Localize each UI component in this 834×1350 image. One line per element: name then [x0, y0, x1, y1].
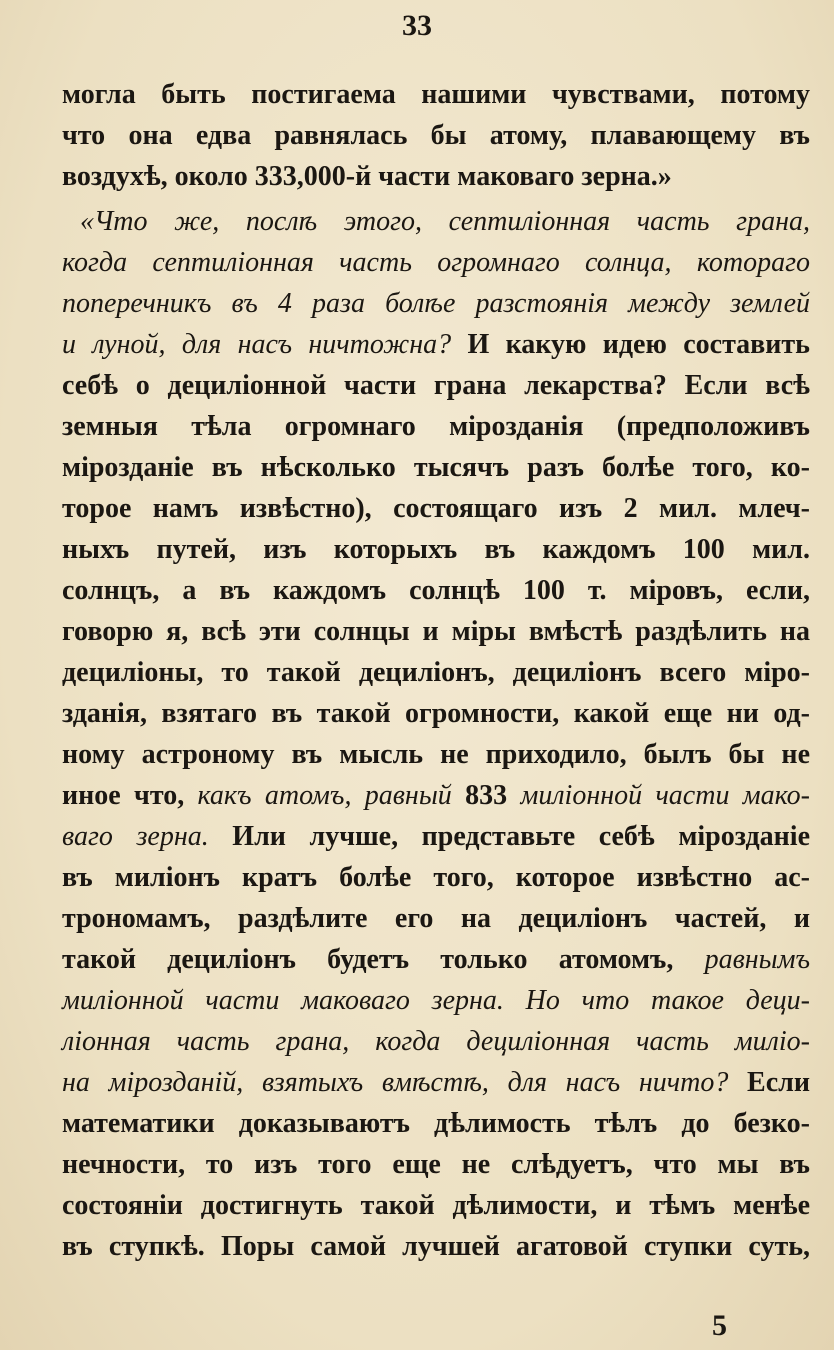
- text-run: такой дециліонъ будетъ только атомомъ,: [62, 944, 705, 975]
- text-run: торое намъ извѣстно), состоящаго изъ 2 мил. млеч-: [62, 493, 810, 524]
- text-run: въ миліонъ кратъ болѣе того, которое извѣстно ас-: [62, 862, 810, 893]
- text-line: [62, 779, 810, 820]
- text-line: [62, 1148, 810, 1189]
- text-run: ному астроному въ мысль не приходило, былъ бы не: [62, 739, 810, 770]
- italic-text: равнымъ: [704, 944, 810, 975]
- text-run: зданія, взятаго въ такой огромности, какой еще ни од-: [62, 698, 810, 729]
- signature-mark: 5: [712, 1309, 727, 1342]
- text-run: что она едва равнялась бы атому, плавающему въ: [62, 120, 810, 151]
- text-line: [62, 861, 810, 902]
- text-run: И какую идею составить: [451, 329, 810, 360]
- text-run: говорю я, всѣ эти солнцы и міры вмѣстѣ раздѣлить на: [62, 616, 810, 647]
- text-line: [62, 451, 810, 492]
- italic-text: миліонной части маковаго зерна. Но что такое деци-: [62, 985, 810, 1016]
- text-run: могла быть постигаема нашими чувствами, потому: [62, 79, 810, 110]
- text-line: [62, 656, 810, 697]
- italic-text: какъ атомъ, равный: [197, 780, 452, 811]
- text-line: [62, 943, 810, 984]
- text-line: [62, 1025, 810, 1066]
- text-run: дециліоны, то такой дециліонъ, дециліонъ всего міро-: [62, 657, 810, 688]
- text-line: [62, 119, 810, 160]
- text-run: Или лучше, представьте себѣ мірозданіе: [208, 821, 810, 852]
- text-run: воздухѣ, около 333,000-й части маковаго зерна.»: [62, 161, 672, 192]
- text-run: состояніи достигнуть такой дѣлимости, и тѣмъ менѣе: [62, 1190, 810, 1221]
- text-line: [62, 410, 810, 451]
- text-run: земныя тѣла огромнаго мірозданія (предположивъ: [62, 411, 810, 442]
- text-run: ныхъ путей, изъ которыхъ въ каждомъ 100 мил.: [62, 534, 810, 565]
- text-run: Если: [728, 1067, 810, 1098]
- page-number: 33: [402, 9, 432, 42]
- text-line: [62, 533, 810, 574]
- italic-text: «Что же, послѣ этого, септиліонная часть грана,: [80, 206, 810, 237]
- text-line: [62, 287, 810, 328]
- text-run: математики доказываютъ дѣлимость тѣлъ до безко-: [62, 1108, 810, 1139]
- text-run: въ ступкѣ. Поры самой лучшей агатовой ступки суть,: [62, 1231, 810, 1262]
- italic-text: миліонной части мако-: [520, 780, 810, 811]
- text-line: [62, 738, 810, 779]
- text-run: солнцъ, а въ каждомъ солнцѣ 100 т. міровъ, если,: [62, 575, 810, 606]
- text-run: трономамъ, раздѣлите его на дециліонъ частей, и: [62, 903, 810, 934]
- text-line: [62, 78, 810, 119]
- text-line: [62, 1107, 810, 1148]
- text-line: [62, 1066, 810, 1107]
- text-run: мірозданіе въ нѣсколько тысячъ разъ болѣе того, ко-: [62, 452, 810, 483]
- text-line: [62, 902, 810, 943]
- text-run: иное что,: [62, 780, 198, 811]
- text-line: [62, 369, 810, 410]
- body-text: [62, 78, 810, 1271]
- italic-text: и луной, для насъ ничтожна?: [62, 329, 452, 360]
- italic-text: когда септиліонная часть огромнаго солнца, котораго: [62, 247, 810, 278]
- text-line: [62, 984, 810, 1025]
- text-run: себѣ о дециліонной части грана лекарства? Если всѣ: [62, 370, 810, 401]
- italic-text: поперечникъ въ 4 раза болѣе разстоянія между землей: [62, 288, 810, 319]
- text-line: [62, 328, 810, 369]
- italic-text: ваго зерна.: [62, 821, 209, 852]
- text-run: 833: [451, 780, 521, 811]
- text-line: [62, 246, 810, 287]
- italic-text: на мірозданій, взятыхъ вмѣстѣ, для насъ ничто?: [62, 1067, 729, 1098]
- text-line: [62, 492, 810, 533]
- text-line: [62, 820, 810, 861]
- text-line: [62, 697, 810, 738]
- text-line: [62, 1230, 810, 1271]
- text-line: [62, 160, 810, 201]
- text-run: нечности, то изъ того еще не слѣдуетъ, что мы въ: [62, 1149, 810, 1180]
- text-line: [62, 205, 810, 246]
- text-line: [62, 1189, 810, 1230]
- italic-text: ліонная часть грана, когда дециліонная часть миліо-: [62, 1026, 810, 1057]
- text-line: [62, 574, 810, 615]
- text-line: [62, 615, 810, 656]
